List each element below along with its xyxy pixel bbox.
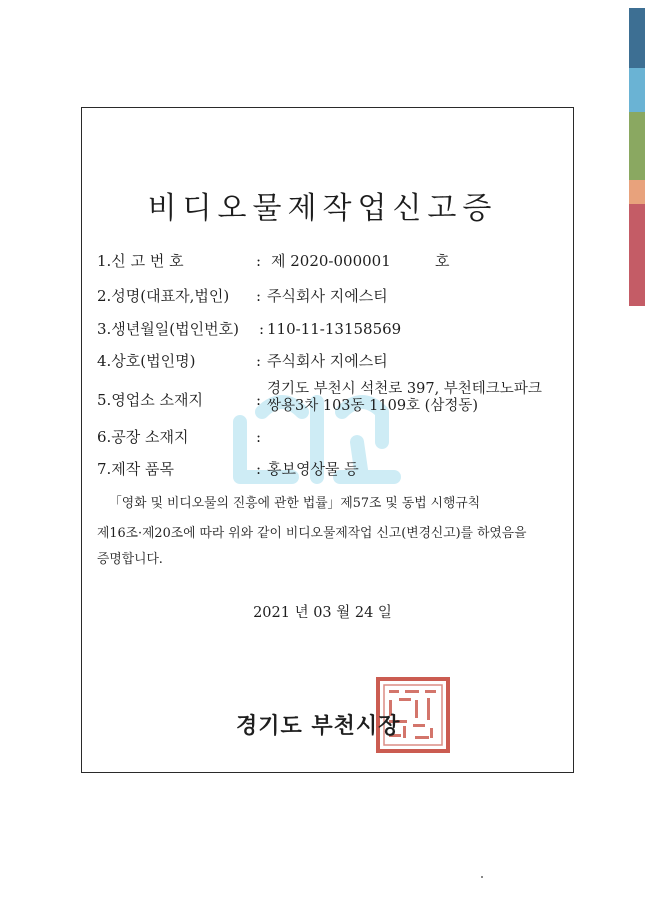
field-suffix-ho: 호 bbox=[435, 252, 450, 270]
field-colon: : bbox=[259, 320, 265, 338]
field-value-registration-number: 제 2020-000001 bbox=[271, 252, 391, 270]
field-colon: : bbox=[256, 460, 262, 478]
strip-segment-light-blue bbox=[629, 68, 645, 112]
field-value-production-items: 홍보영상물 등 bbox=[267, 460, 359, 478]
field-label-representative: 2.성명(대표자,법인) bbox=[97, 287, 230, 305]
strip-segment-blue bbox=[629, 8, 645, 68]
color-calibration-strip bbox=[629, 8, 645, 306]
statement-line-1: 「영화 및 비디오물의 진흥에 관한 법률」제57조 및 동법 시행규칙 bbox=[109, 496, 481, 511]
statement-line-2: 제16조·제20조에 따라 위와 같이 비디오물제작업 신고(변경신고)를 하였음을 bbox=[97, 526, 527, 541]
field-value-company-name: 주식회사 지에스티 bbox=[267, 352, 388, 370]
field-label-company-name: 4.상호(법인명) bbox=[97, 352, 196, 370]
issue-date: 2021 년 03 월 24 일 bbox=[253, 605, 392, 621]
field-colon: : bbox=[256, 428, 262, 446]
strip-segment-green bbox=[629, 112, 645, 180]
statement-line-3: 증명합니다. bbox=[97, 552, 163, 567]
certificate-title: 비디오물제작업신고증 bbox=[147, 191, 498, 226]
field-label-business-address: 5.영업소 소재지 bbox=[97, 391, 204, 409]
field-label-registration-number: 1.신 고 번 호 bbox=[97, 252, 184, 270]
field-value-business-address-line2: 쌍용3차 103동 1109호 (삼정동) bbox=[267, 398, 478, 414]
field-colon: : bbox=[256, 287, 262, 305]
field-label-production-items: 7.제작 품목 bbox=[97, 460, 175, 478]
field-value-corporate-number: 110-11-13158569 bbox=[267, 320, 402, 338]
field-colon: : bbox=[256, 252, 262, 270]
field-value-representative: 주식회사 지에스티 bbox=[267, 287, 388, 305]
field-label-corporate-number: 3.생년월일(법인번호) bbox=[97, 320, 239, 338]
field-value-business-address-line1: 경기도 부천시 석천로 397, 부천테크노파크 bbox=[267, 381, 542, 397]
field-label-factory-address: 6.공장 소재지 bbox=[97, 428, 189, 446]
field-colon: : bbox=[256, 352, 262, 370]
issuer-name: 경기도 부천시장 bbox=[236, 714, 401, 739]
field-colon: : bbox=[256, 391, 262, 409]
scan-speck bbox=[481, 876, 483, 878]
